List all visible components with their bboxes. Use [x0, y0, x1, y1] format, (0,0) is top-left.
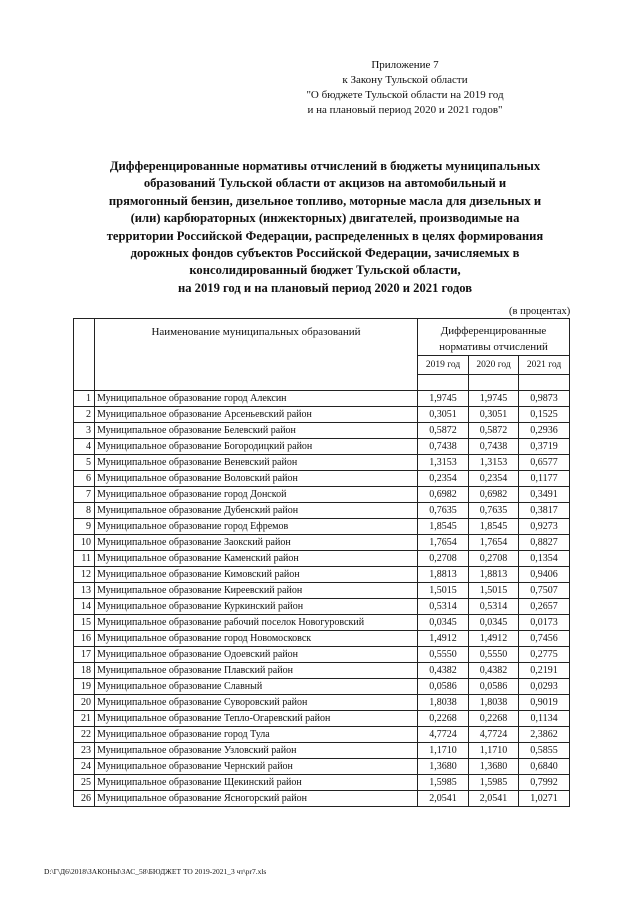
municipality-name: Муниципальное образование Богородицкий район: [95, 439, 418, 455]
value-2019: 4,7724: [418, 727, 469, 743]
value-2019: 0,0586: [418, 679, 469, 695]
municipality-name: Муниципальное образование Заокский район: [95, 535, 418, 551]
value-2020: 1,5015: [469, 583, 519, 599]
row-number: 4: [74, 439, 95, 455]
row-number: 6: [74, 471, 95, 487]
row-number: 19: [74, 679, 95, 695]
value-2020: 0,7438: [469, 439, 519, 455]
municipality-name: Муниципальное образование Киреевский район: [95, 583, 418, 599]
row-number: 2: [74, 407, 95, 423]
table-row: [74, 663, 570, 679]
municipality-name: Муниципальное образование Одоевский район: [95, 647, 418, 663]
value-2021: 0,3719: [519, 439, 570, 455]
value-2019: 1,3680: [418, 759, 469, 775]
row-number: 26: [74, 791, 95, 807]
value-2019: 1,8038: [418, 695, 469, 711]
table-row: [74, 599, 570, 615]
value-2020: 4,7724: [469, 727, 519, 743]
municipality-name: Муниципальное образование город Ефремов: [95, 519, 418, 535]
value-2020: 1,4912: [469, 631, 519, 647]
header-diff-line-2: нормативы отчислений: [439, 341, 548, 353]
value-2020: 1,8545: [469, 519, 519, 535]
table-row: [74, 695, 570, 711]
table-row: [74, 567, 570, 583]
value-2019: 0,2354: [418, 471, 469, 487]
municipality-name: Муниципальное образование Веневский район: [95, 455, 418, 471]
table-row: [74, 487, 570, 503]
table-row: [74, 775, 570, 791]
file-path-footer: D:\Г\Д6\2018\ЗАКОНЫ\ЗАС_58\БЮДЖЕТ ТО 2019-2021_3 чт\pr7.xls: [44, 867, 267, 876]
municipality-name: Муниципальное образование город Тула: [95, 727, 418, 743]
value-2021: 0,7992: [519, 775, 570, 791]
value-2021: 0,3817: [519, 503, 570, 519]
value-2021: 0,0173: [519, 615, 570, 631]
table-row: [74, 407, 570, 423]
table-row: [74, 423, 570, 439]
value-2021: 0,1354: [519, 551, 570, 567]
table-row: [74, 631, 570, 647]
municipality-name: Муниципальное образование Славный: [95, 679, 418, 695]
row-number: 11: [74, 551, 95, 567]
value-2021: 0,3491: [519, 487, 570, 503]
appendix-line-1: Приложение 7: [371, 59, 439, 71]
municipality-name: Муниципальное образование Воловский район: [95, 471, 418, 487]
appendix-line-3: "О бюджете Тульской области на 2019 год: [306, 89, 504, 101]
value-2019: 1,4912: [418, 631, 469, 647]
table-row: [74, 439, 570, 455]
value-2019: 0,2708: [418, 551, 469, 567]
value-2019: 1,3153: [418, 455, 469, 471]
value-2021: 0,9873: [519, 391, 570, 407]
table-row: [74, 791, 570, 807]
row-number: 5: [74, 455, 95, 471]
title-line: консолидированный бюджет Тульской области,: [189, 263, 461, 278]
value-2021: 1,0271: [519, 791, 570, 807]
table-row: [74, 455, 570, 471]
units-label: (в процентах): [509, 306, 571, 317]
municipality-name: Муниципальное образование Суворовский район: [95, 695, 418, 711]
value-2019: 1,8545: [418, 519, 469, 535]
value-2021: 0,2191: [519, 663, 570, 679]
value-2021: 0,8827: [519, 535, 570, 551]
value-2019: 1,8813: [418, 567, 469, 583]
value-2020: 1,8038: [469, 695, 519, 711]
table-row: [74, 743, 570, 759]
row-number: 12: [74, 567, 95, 583]
row-number: 24: [74, 759, 95, 775]
municipality-name: Муниципальное образование Чернский район: [95, 759, 418, 775]
municipality-name: Муниципальное образование Узловский район: [95, 743, 418, 759]
value-2019: 0,7635: [418, 503, 469, 519]
row-number: 1: [74, 391, 95, 407]
value-2020: 0,4382: [469, 663, 519, 679]
row-number: 15: [74, 615, 95, 631]
table-row: [74, 551, 570, 567]
row-number: 14: [74, 599, 95, 615]
value-2021: 0,0293: [519, 679, 570, 695]
header-year-2021: 2021 год: [519, 356, 570, 375]
value-2021: 0,9406: [519, 567, 570, 583]
value-2020: 1,5985: [469, 775, 519, 791]
value-2020: 0,5314: [469, 599, 519, 615]
header-year-2020: 2020 год: [469, 356, 519, 375]
value-2020: 0,3051: [469, 407, 519, 423]
value-2020: 0,2354: [469, 471, 519, 487]
municipality-name: Муниципальное образование Каменский район: [95, 551, 418, 567]
value-2020: 0,5872: [469, 423, 519, 439]
value-2020: 0,6982: [469, 487, 519, 503]
row-number: 7: [74, 487, 95, 503]
row-number: 9: [74, 519, 95, 535]
appendix-line-2: к Закону Тульской области: [342, 74, 468, 86]
value-2020: 1,3153: [469, 455, 519, 471]
table-row: [74, 471, 570, 487]
value-2021: 0,9019: [519, 695, 570, 711]
row-number: 21: [74, 711, 95, 727]
row-number: 10: [74, 535, 95, 551]
table-row: [74, 727, 570, 743]
municipality-name: Муниципальное образование рабочий поселок Новогуровский: [95, 615, 418, 631]
municipality-name: Муниципальное образование Тепло-Огаревский район: [95, 711, 418, 727]
value-2020: 2,0541: [469, 791, 519, 807]
value-2021: 0,5855: [519, 743, 570, 759]
value-2020: 0,2708: [469, 551, 519, 567]
value-2021: 0,6840: [519, 759, 570, 775]
value-2021: 0,2657: [519, 599, 570, 615]
table-row: [74, 535, 570, 551]
appendix-block: [285, 58, 525, 118]
table-header-row: [74, 319, 570, 356]
value-2021: 0,2936: [519, 423, 570, 439]
title-line: (или) карбюраторных (инжекторных) двигателей, производимые на: [130, 211, 520, 226]
municipality-name: Муниципальное образование Арсеньевский район: [95, 407, 418, 423]
value-2019: 0,2268: [418, 711, 469, 727]
table-row: [74, 711, 570, 727]
value-2021: 0,1525: [519, 407, 570, 423]
value-2021: 2,3862: [519, 727, 570, 743]
value-2019: 0,5872: [418, 423, 469, 439]
table-row: [74, 519, 570, 535]
value-2019: 1,9745: [418, 391, 469, 407]
value-2019: 0,7438: [418, 439, 469, 455]
table-row: [74, 391, 570, 407]
value-2019: 1,1710: [418, 743, 469, 759]
norms-table: [73, 318, 570, 807]
value-2021: 0,9273: [519, 519, 570, 535]
row-number: 17: [74, 647, 95, 663]
value-2020: 0,0345: [469, 615, 519, 631]
value-2020: 1,9745: [469, 391, 519, 407]
value-2021: 0,6577: [519, 455, 570, 471]
value-2020: 1,7654: [469, 535, 519, 551]
value-2019: 0,5314: [418, 599, 469, 615]
appendix-line-4: и на плановый период 2020 и 2021 годов": [307, 104, 503, 116]
header-diff-cell: [418, 319, 570, 356]
value-2019: 2,0541: [418, 791, 469, 807]
value-2020: 1,1710: [469, 743, 519, 759]
value-2019: 1,5015: [418, 583, 469, 599]
municipality-name: Муниципальное образование город Новомосковск: [95, 631, 418, 647]
value-2019: 0,0345: [418, 615, 469, 631]
municipality-name: Муниципальное образование Щекинский район: [95, 775, 418, 791]
municipality-name: Муниципальное образование Плавский район: [95, 663, 418, 679]
title-line: прямогонный бензин, дизельное топливо, моторные масла для дизельных и: [108, 193, 542, 208]
value-2019: 0,3051: [418, 407, 469, 423]
table-row: [74, 615, 570, 631]
value-2019: 0,5550: [418, 647, 469, 663]
value-2020: 0,7635: [469, 503, 519, 519]
municipality-name: Муниципальное образование Ясногорский район: [95, 791, 418, 807]
header-year-2019: 2019 год: [418, 356, 469, 375]
title-line: Дифференцированные нормативы отчислений в бюджеты муниципальных: [109, 159, 541, 173]
value-2021: 0,1177: [519, 471, 570, 487]
value-2021: 0,7507: [519, 583, 570, 599]
header-name-cell: Наименование муниципальных образований: [95, 319, 418, 391]
row-number: 13: [74, 583, 95, 599]
municipality-name: Муниципальное образование Дубенский район: [95, 503, 418, 519]
value-2020: 0,2268: [469, 711, 519, 727]
row-number: 3: [74, 423, 95, 439]
value-2020: 0,0586: [469, 679, 519, 695]
header-number-cell: [74, 319, 95, 391]
row-number: 20: [74, 695, 95, 711]
row-number: 23: [74, 743, 95, 759]
value-2020: 1,8813: [469, 567, 519, 583]
row-number: 18: [74, 663, 95, 679]
title-line: на 2019 год и на плановый период 2020 и 2021 годов: [177, 280, 473, 295]
value-2021: 0,2775: [519, 647, 570, 663]
value-2019: 1,7654: [418, 535, 469, 551]
value-2019: 0,6982: [418, 487, 469, 503]
table-row: [74, 647, 570, 663]
value-2021: 0,7456: [519, 631, 570, 647]
table-row: [74, 759, 570, 775]
table-row: [74, 503, 570, 519]
document-title: [70, 158, 580, 297]
value-2020: 0,5550: [469, 647, 519, 663]
value-2020: 1,3680: [469, 759, 519, 775]
municipality-name: Муниципальное образование Белевский район: [95, 423, 418, 439]
value-2019: 0,4382: [418, 663, 469, 679]
row-number: 22: [74, 727, 95, 743]
title-line: образований Тульской области от акцизов на автомобильный и: [143, 176, 507, 191]
title-line: территории Российской Федерации, распределенных в целях формирования: [106, 228, 544, 243]
value-2019: 1,5985: [418, 775, 469, 791]
municipality-name: Муниципальное образование город Донской: [95, 487, 418, 503]
municipality-name: Муниципальное образование Кимовский район: [95, 567, 418, 583]
municipality-name: Муниципальное образование город Алексин: [95, 391, 418, 407]
row-number: 25: [74, 775, 95, 791]
title-line: дорожных фондов субъектов Российской Федерации, зачисляемых в: [130, 246, 520, 261]
municipality-name: Муниципальное образование Куркинский район: [95, 599, 418, 615]
row-number: 16: [74, 631, 95, 647]
row-number: 8: [74, 503, 95, 519]
value-2021: 0,1134: [519, 711, 570, 727]
table-row: [74, 679, 570, 695]
header-diff-line-1: Дифференцированные: [440, 325, 547, 337]
table-row: [74, 583, 570, 599]
